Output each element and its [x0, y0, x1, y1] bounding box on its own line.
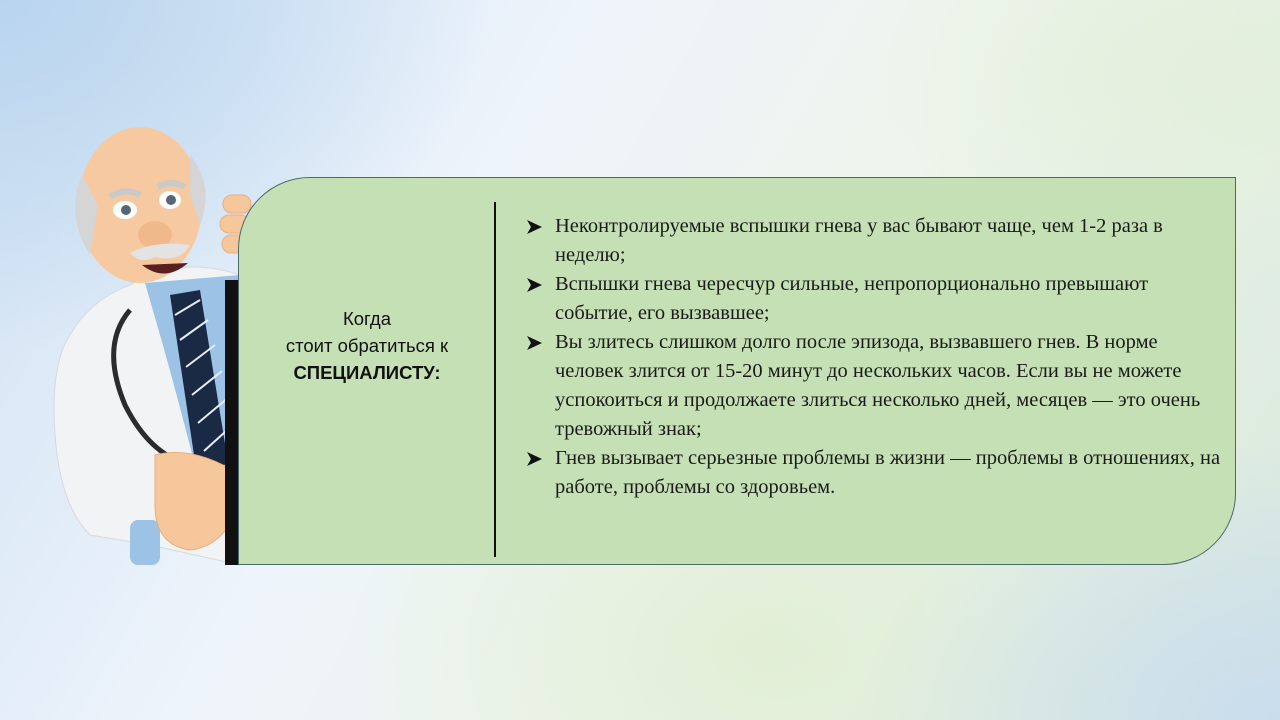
arrowhead-bullet-icon: [527, 328, 545, 357]
list-item-text: Вы злитесь слишком долго после эпизода, вызвавшего гнев. В норме человек злится от 15-20 минут до нескольких часов. Если вы не можете успокоиться и продолжаете злиться несколько дней, месяцев — это очень тревожный знак;: [555, 331, 1201, 440]
symptom-list: [527, 212, 1227, 502]
list-item: [527, 444, 1227, 502]
info-card: [238, 177, 1236, 565]
list-item-text: Гнев вызывает серьезные проблемы в жизни — проблемы в отношениях, на работе, проблемы со здоровьем.: [555, 447, 1221, 498]
heading-line-3: СПЕЦИАЛИСТУ:: [293, 361, 441, 383]
list-item-text: Вспышки гнева чересчур сильные, непропорционально превышают событие, его вызвавшее;: [555, 273, 1149, 324]
heading-line-1: Когда: [342, 307, 392, 329]
list-item: [527, 270, 1227, 328]
arrowhead-bullet-icon: [527, 444, 545, 473]
list-item: [527, 212, 1227, 270]
list-item-text: Неконтролируемые вспышки гнева у вас бывают чаще, чем 1-2 раза в неделю;: [555, 215, 1163, 266]
heading-line-2: стоит обратиться к: [285, 334, 449, 356]
card-heading-panel: [239, 178, 495, 564]
card-heading: [286, 305, 448, 386]
arrowhead-bullet-icon: [527, 270, 545, 299]
list-item: [527, 328, 1227, 444]
vertical-divider: [494, 202, 496, 557]
arrowhead-bullet-icon: [527, 212, 545, 241]
